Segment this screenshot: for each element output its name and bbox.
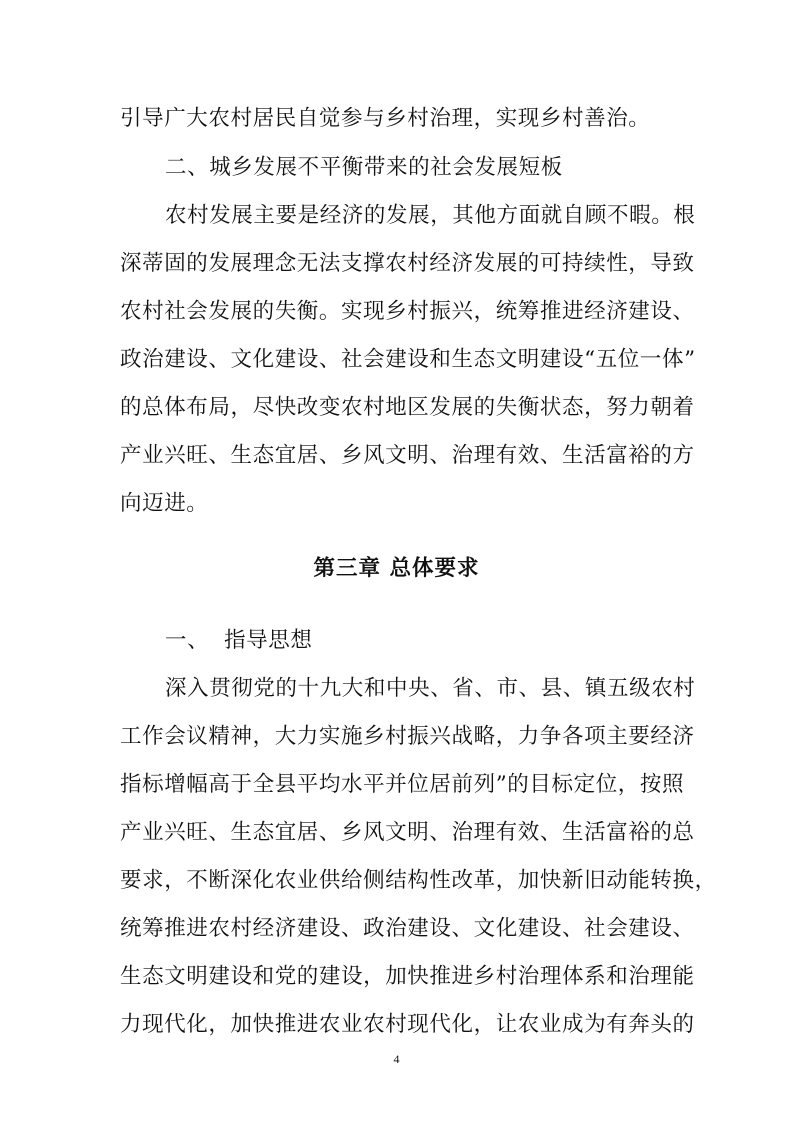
- body-text-line: 要求，不断深化农业供给侧结构性改革，加快新旧动能转换，: [120, 868, 717, 893]
- body-text-line: 农村发展主要是经济的发展，其他方面就自顾不暇。根: [165, 203, 696, 228]
- chapter-title: 第三章 总体要求: [313, 556, 480, 581]
- body-text-line: 工作会议精神，大力实施乡村振兴战略，力争各项主要经济: [120, 724, 695, 749]
- body-text-line: 的总体布局，尽快改变农村地区发展的失衡状态，努力朝着: [120, 395, 695, 420]
- body-text-line: 政治建设、文化建设、社会建设和生态文明建设“五位一体”: [120, 347, 696, 372]
- body-text-line: 统筹推进农村经济建设、政治建设、文化建设、社会建设、: [120, 916, 695, 941]
- body-text-line: 产业兴旺、生态宜居、乡风文明、治理有效、生活富裕的总: [120, 820, 695, 845]
- body-text-line: 力现代化，加快推进农业农村现代化，让农业成为有奔头的: [120, 1012, 695, 1037]
- body-text-line: 深蒂固的发展理念无法支撑农村经济发展的可持续性，导致: [120, 251, 695, 276]
- body-text-line: 产业兴旺、生态宜居、乡风文明、治理有效、生活富裕的方: [120, 443, 695, 468]
- body-text-line: 指标增幅高于全县平均水平并位居前列”的目标定位，按照: [120, 772, 685, 797]
- body-text-line: 深入贯彻党的十九大和中央、省、市、县、镇五级农村: [165, 676, 696, 701]
- body-text-line: 向迈进。: [120, 491, 209, 516]
- body-text-line: 农村社会发展的失衡。实现乡村振兴，统筹推进经济建设、: [120, 299, 695, 324]
- section-heading: 二、城乡发展不平衡带来的社会发展短板: [165, 155, 563, 180]
- body-text-line: 引导广大农村居民自觉参与乡村治理，实现乡村善治。: [120, 106, 651, 131]
- page-number: 4: [393, 1052, 400, 1066]
- section-heading: 一、 指导思想: [165, 628, 313, 653]
- body-text-line: 生态文明建设和党的建设，加快推进乡村治理体系和治理能: [120, 964, 695, 989]
